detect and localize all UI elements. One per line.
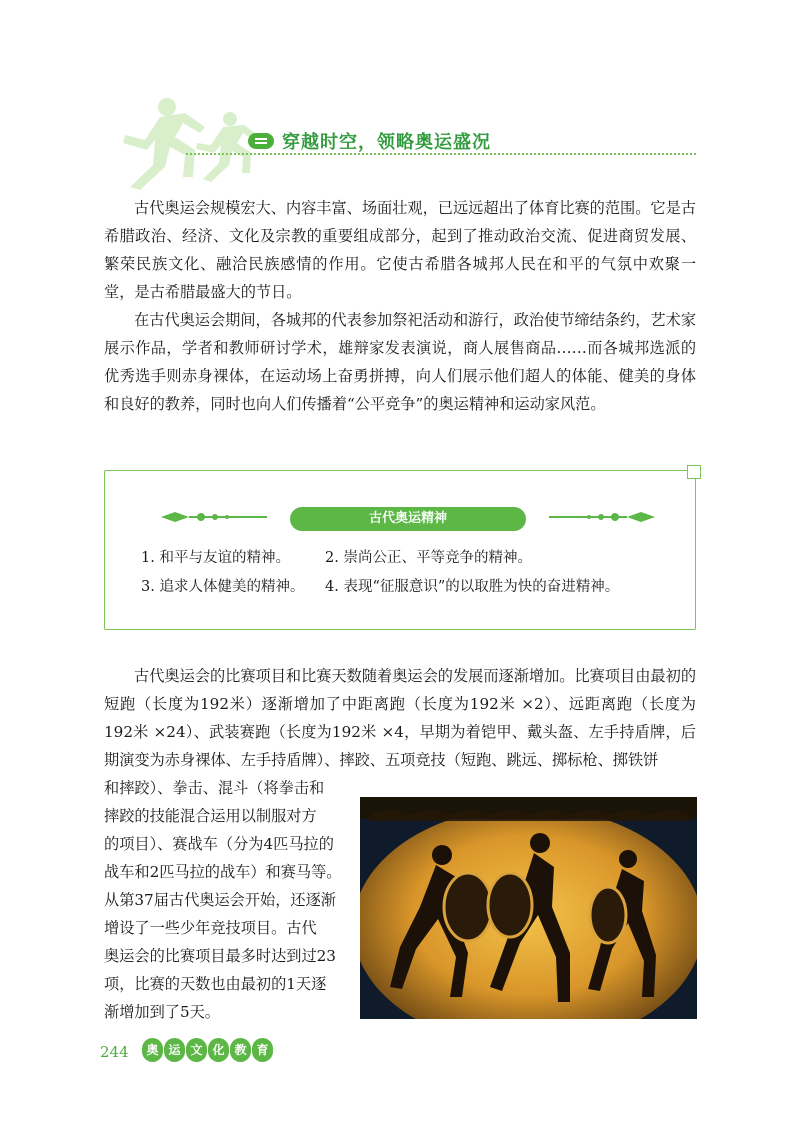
- page-number: 244: [100, 1043, 129, 1061]
- logo-char: 奥: [142, 1038, 163, 1062]
- spirit-box-title: 古代奥运精神: [290, 507, 526, 531]
- section-title: 穿越时空，领略奥运盛况: [282, 132, 491, 153]
- paragraph-3: 古代奥运会的比赛项目和比赛天数随着奥运会的发展而逐渐增加。比赛项目由最初的短跑（长度为192米）逐渐增加了中距离跑（长度为192米 ×2）、远距离跑（长度为192米 ×24）、武装赛跑（长度为192米 ×4，早期为着铠甲、戴头盔、左手持盾牌，后期演变为赤身裸体、左手持盾牌）、摔跤、五项竞技（短跑、跳远、掷标枪、掷铁饼: [104, 667, 696, 769]
- wrap-line: 项，比赛的天数也由最初的1天逐: [104, 975, 327, 993]
- wrap-line: 奥运会的比赛项目最多时达到过23: [104, 947, 336, 965]
- spirit-item-3: 3. 追求人体健美的精神。: [141, 579, 305, 595]
- spirit-item-2: 2. 崇尚公正、平等竞争的精神。: [325, 550, 532, 566]
- wrap-line: 增设了一些少年竞技项目。古代: [104, 919, 317, 937]
- spirit-box: [104, 470, 696, 630]
- logo-char: 化: [208, 1038, 229, 1062]
- logo-char: 文: [186, 1038, 207, 1062]
- wrap-line: 的项目）、赛战车（分为4匹马拉的: [104, 835, 334, 853]
- wrap-line: 和摔跤）、拳击、混斗（将拳击和: [104, 779, 325, 797]
- box-corner-ornament: [687, 465, 701, 479]
- paragraph-2: 在古代奥运会期间，各城邦的代表参加祭祀活动和游行，政治使节缔结条约，艺术家展示作品，学者和教师研讨学术，雄辩家发表演说，商人展售商品……而各城邦选派的优秀选手则赤身裸体，在运动场上奋勇拼搏，向人们展示他们超人的体能、健美的身体和良好的教养，同时也向人们传播着“公平竞争”的奥运精神和运动家风范。: [104, 311, 696, 413]
- header-dotted-rule: [186, 153, 696, 155]
- left-ornament-icon: [161, 509, 281, 525]
- wrap-line: 摔跤的技能混合运用以制服对方: [104, 807, 317, 825]
- wrap-line: 渐增加到了5天。: [104, 1003, 220, 1021]
- section-number-badge-icon: [248, 133, 274, 149]
- logo-char: 运: [164, 1038, 185, 1062]
- spirit-item-4: 4. 表现“征服意识”的以取胜为快的奋进精神。: [325, 579, 620, 595]
- logo-char: 育: [252, 1038, 273, 1062]
- greek-vase-runners-photo: [360, 797, 697, 1019]
- wrap-line: 从第37届古代奥运会开始，还逐渐: [104, 891, 336, 909]
- footer-logo: [142, 1038, 273, 1062]
- right-ornament-icon: [535, 509, 655, 525]
- paragraph-1: 古代奥运会规模宏大、内容丰富、场面壮观，已远远超出了体育比赛的范围。它是古希腊政治、经济、文化及宗教的重要组成部分，起到了推动政治交流、促进商贸发展、繁荣民族文化、融洽民族感情的作用。它使古希腊各城邦人民在和平的气氛中欢聚一堂，是古希腊最盛大的节日。: [104, 199, 696, 301]
- section-header: [248, 126, 491, 156]
- logo-char: 教: [230, 1038, 251, 1062]
- spirit-item-1: 1. 和平与友谊的精神。: [141, 550, 290, 566]
- wrap-line: 战车和2匹马拉的战车）和赛马等。: [104, 863, 342, 881]
